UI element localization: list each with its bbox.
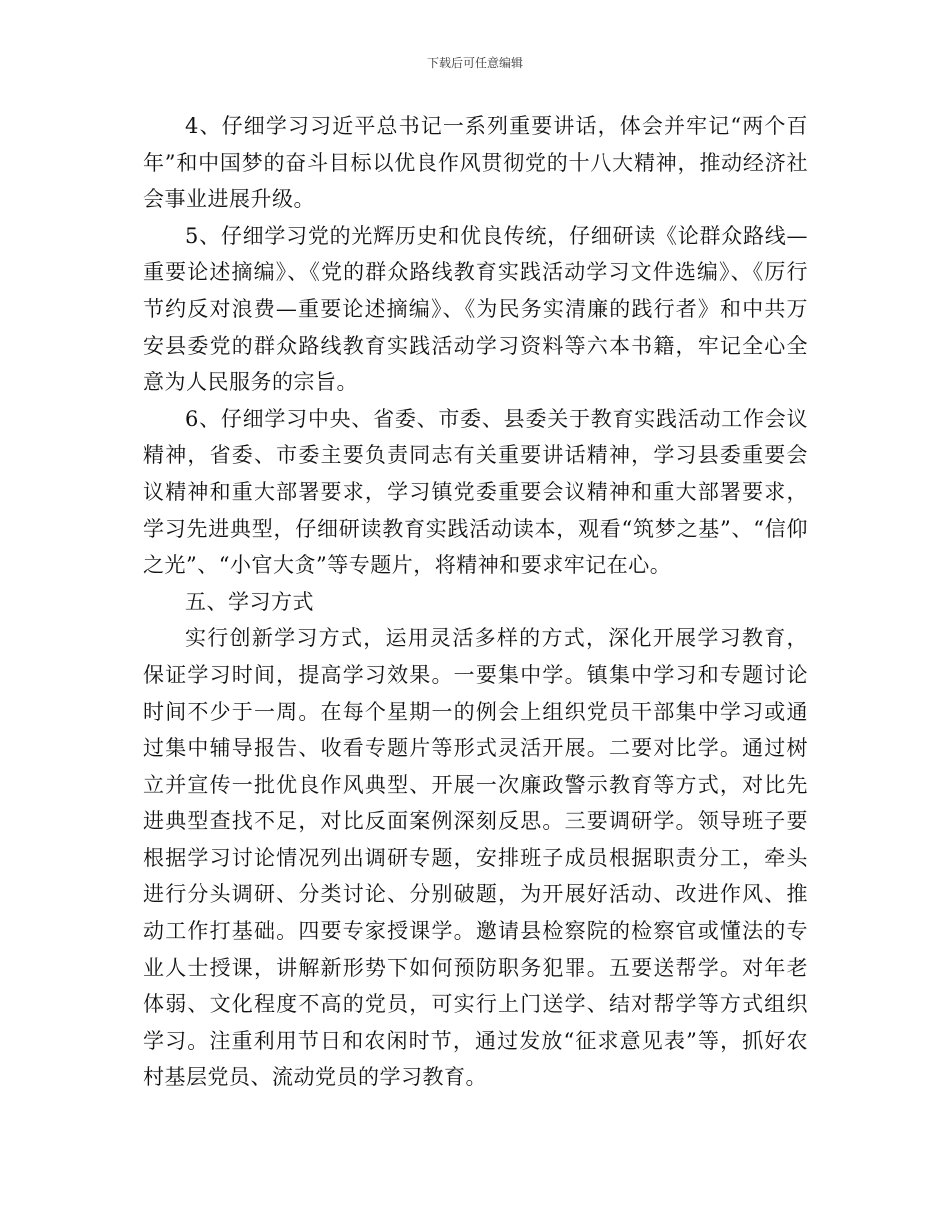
document-body xyxy=(143,108,808,1096)
page-header-note: 下载后可任意编辑 xyxy=(426,56,523,70)
section-heading-study-methods: 五、学习方式 xyxy=(185,589,314,614)
paragraph-item-6: 6、仔细学习中央、省委、市委、县委关于教育实践活动工作会议精神，省委、市委主要负责同志有关重要讲话精神，学习县委重要会议精神和重大部署要求，学习镇党委重要会议精神和重大部署要求，学习先进典型，仔细研读教育实践活动读本，观看“筑梦之基”、“信仰之光”、“小官大贪”等专题片，将精神和要求牢记在心。 xyxy=(143,406,808,578)
paragraph-study-methods: 实行创新学习方式，运用灵活多样的方式，深化开展学习教育，保证学习时间，提高学习效果。一要集中学。镇集中学习和专题讨论时间不少于一周。在每个星期一的例会上组织党员干部集中学习或通过集中辅导报告、收看专题片等形式灵活开展。二要对比学。通过树立并宣传一批优良作风典型、开展一次廉政警示教育等方式，对比先进典型查找不足，对比反面案例深刻反思。三要调研学。领导班子要根据学习讨论情况列出调研专题，安排班子成员根据职责分工，牵头进行分头调研、分类讨论、分别破题，为开展好活动、改进作风、推动工作打基础。四要专家授课学。邀请县检察院的检察官或懂法的专业人士授课，讲解新形势下如何预防职务犯罪。五要送帮学。对年老体弱、文化程度不高的党员，可实行上门送学、结对帮学等方式组织学习。注重利用节日和农闲时节，通过发放“征求意见表”等，抓好农村基层党员、流动党员的学习教育。 xyxy=(143,626,808,1090)
paragraph-item-4: 4、仔细学习习近平总书记一系列重要讲话，体会并牢记“两个百年”和中国梦的奋斗目标以优良作风贯彻党的十八大精神，推动经济社会事业进展升级。 xyxy=(143,114,808,212)
paragraph-item-5: 5、仔细学习党的光辉历史和优良传统，仔细研读《论群众路线—重要论述摘编》、《党的群众路线教育实践活动学习文件选编》、《厉行节约反对浪费—重要论述摘编》、《为民务实清廉的践行者》和中共万安县委党的群众路线教育实践活动学习资料等六本书籍，牢记全心全意为人民服务的宗旨。 xyxy=(143,223,808,395)
